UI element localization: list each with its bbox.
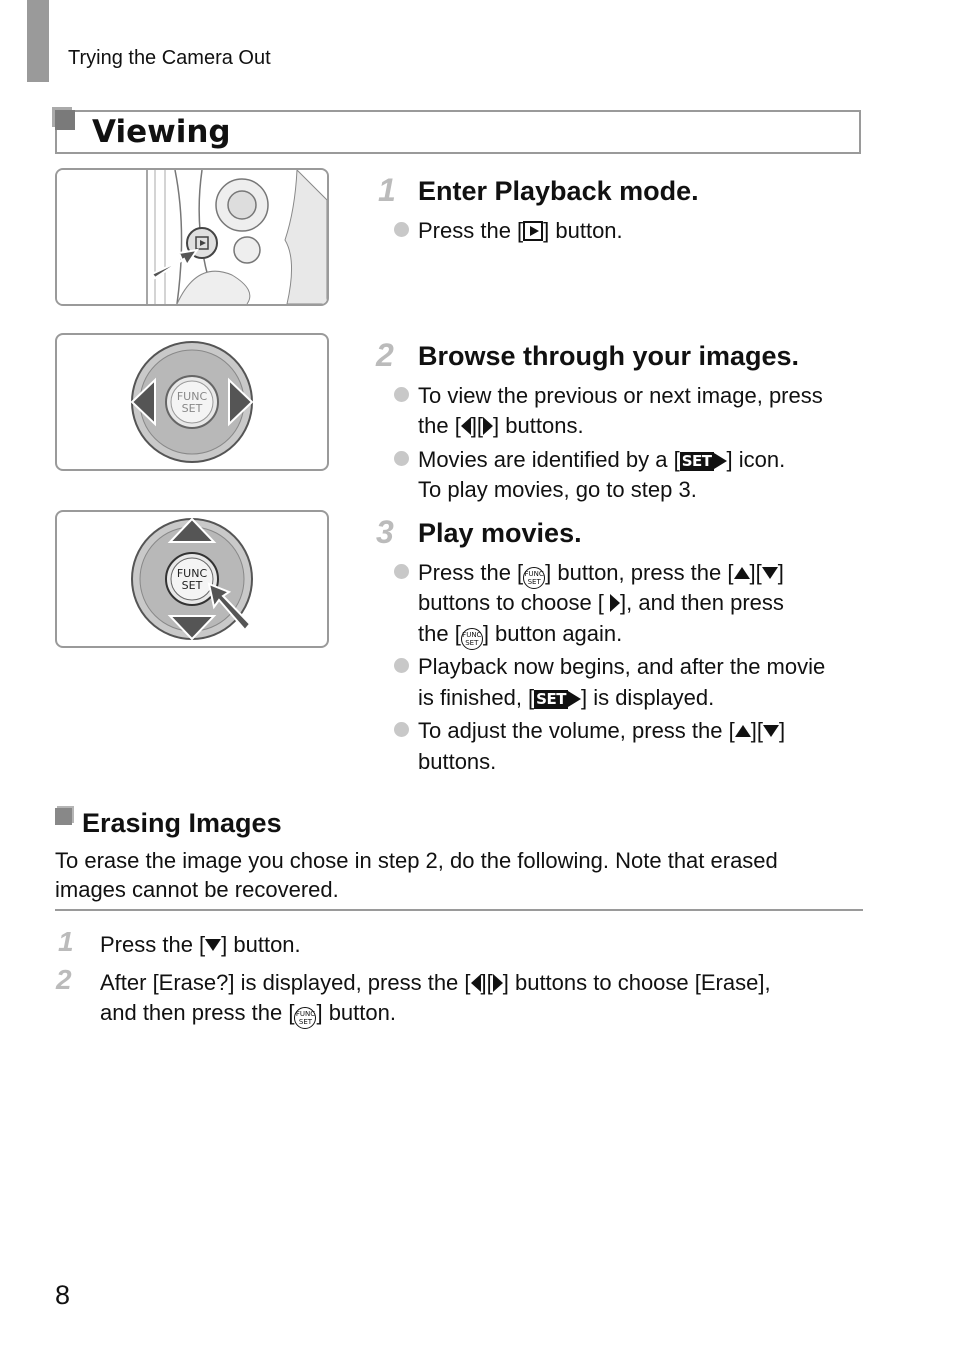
step-text xyxy=(418,558,784,589)
title-square-shadow xyxy=(55,110,75,130)
step-text xyxy=(418,216,623,246)
intro-text: To erase the image you chose in step 2, do the following. Note that erased xyxy=(55,848,778,873)
up-arrow-icon xyxy=(734,567,750,579)
set-text: SET xyxy=(298,1018,313,1026)
step-text xyxy=(100,968,771,998)
set-text: SET xyxy=(465,639,479,647)
sidebar-bar xyxy=(27,0,49,82)
down-arrow-icon xyxy=(763,725,779,737)
text: the [ xyxy=(418,413,461,438)
bullet xyxy=(394,658,409,673)
step-text xyxy=(100,930,301,960)
running-header: Trying the Camera Out xyxy=(68,47,271,69)
subsection-square-shadow xyxy=(55,808,72,825)
func-text: FUNC xyxy=(462,631,482,639)
text: ] button. xyxy=(221,932,301,957)
bullet xyxy=(394,722,409,737)
step-text xyxy=(418,683,714,713)
func-set-icon xyxy=(294,1007,316,1029)
step-text: buttons. xyxy=(418,749,497,774)
text: ] button, press the [ xyxy=(545,560,734,585)
text: is finished, [ xyxy=(418,685,535,710)
text: and then press the [ xyxy=(100,1000,295,1025)
step-title: Browse through your images. xyxy=(418,341,800,371)
text: To adjust the volume, press the [ xyxy=(418,718,735,743)
func-set-icon xyxy=(523,567,545,589)
func-label-2: FUNC xyxy=(176,567,208,580)
play-icon xyxy=(610,594,620,612)
text: ] buttons. xyxy=(493,413,584,438)
step-number: 2 xyxy=(56,964,72,995)
text: ][ xyxy=(749,560,762,585)
func-set-icon xyxy=(461,628,483,650)
bullet xyxy=(394,451,409,466)
step-text: Playback now begins, and after the movie xyxy=(418,654,826,679)
illustration-playback-button xyxy=(55,168,329,306)
illustration-left-right-buttons xyxy=(55,333,329,471)
section-title: Viewing xyxy=(92,114,231,150)
step-text xyxy=(418,445,785,475)
bullet xyxy=(394,222,409,237)
step-text: To play movies, go to step 3. xyxy=(418,477,697,502)
text: buttons to choose [ xyxy=(418,590,611,615)
step-text xyxy=(418,588,784,618)
left-arrow-icon xyxy=(461,417,471,435)
text: ] button. xyxy=(543,218,623,243)
down-arrow-icon xyxy=(205,939,221,951)
text: ][ xyxy=(470,413,484,438)
text: the [ xyxy=(418,621,461,646)
step-number: 1 xyxy=(58,926,74,957)
subsection-title: Erasing Images xyxy=(82,808,282,838)
bullet xyxy=(394,387,409,402)
text: ] is displayed. xyxy=(580,685,715,710)
func-text: FUNC xyxy=(524,570,544,578)
text: Movies are identified by a [ xyxy=(418,447,680,472)
step-title: Play movies. xyxy=(418,518,582,548)
bullet xyxy=(394,564,409,579)
text: After [Erase?] is displayed, press the [ xyxy=(100,970,471,995)
text: ][ xyxy=(480,970,493,995)
set-label: SET xyxy=(181,402,203,415)
step-title: Enter Playback mode. xyxy=(418,176,699,206)
movie-set-icon: SET xyxy=(536,690,566,708)
step-number: 2 xyxy=(376,337,394,373)
text: ], and then press xyxy=(620,590,784,615)
text: ] icon. xyxy=(726,447,786,472)
step-number: 3 xyxy=(376,514,394,550)
text: ] button again. xyxy=(482,621,623,646)
divider xyxy=(55,909,863,911)
movie-set-icon: SET xyxy=(681,452,712,470)
right-arrow-icon xyxy=(483,417,493,435)
right-arrow-icon xyxy=(493,974,503,992)
func-label: FUNC xyxy=(176,390,208,403)
step-text: To view the previous or next image, press xyxy=(418,383,823,408)
text: Press the [ xyxy=(418,560,524,585)
up-arrow-icon xyxy=(735,725,751,737)
page-number: 8 xyxy=(55,1280,71,1310)
intro-text: images cannot be recovered. xyxy=(55,877,339,902)
step-text xyxy=(418,619,622,650)
play-icon xyxy=(568,691,581,707)
text: ] buttons to choose [Erase], xyxy=(502,970,771,995)
left-arrow-icon xyxy=(471,974,481,992)
illustration-up-down-buttons xyxy=(55,510,329,648)
down-arrow-icon xyxy=(762,567,778,579)
text: ] xyxy=(778,718,786,743)
step-text xyxy=(418,411,584,441)
text: Press the [ xyxy=(100,932,206,957)
set-label-2: SET xyxy=(181,579,203,592)
set-text: SET xyxy=(527,578,541,586)
text: ] button. xyxy=(316,1000,396,1025)
playback-icon xyxy=(523,221,543,241)
step-text xyxy=(100,998,396,1029)
text: ] xyxy=(777,560,784,585)
text: ][ xyxy=(750,718,763,743)
func-text: FUNC xyxy=(295,1010,316,1018)
step-text xyxy=(418,716,785,746)
text: Press the [ xyxy=(418,218,524,243)
step-number: 1 xyxy=(378,172,396,208)
play-icon xyxy=(714,453,727,469)
